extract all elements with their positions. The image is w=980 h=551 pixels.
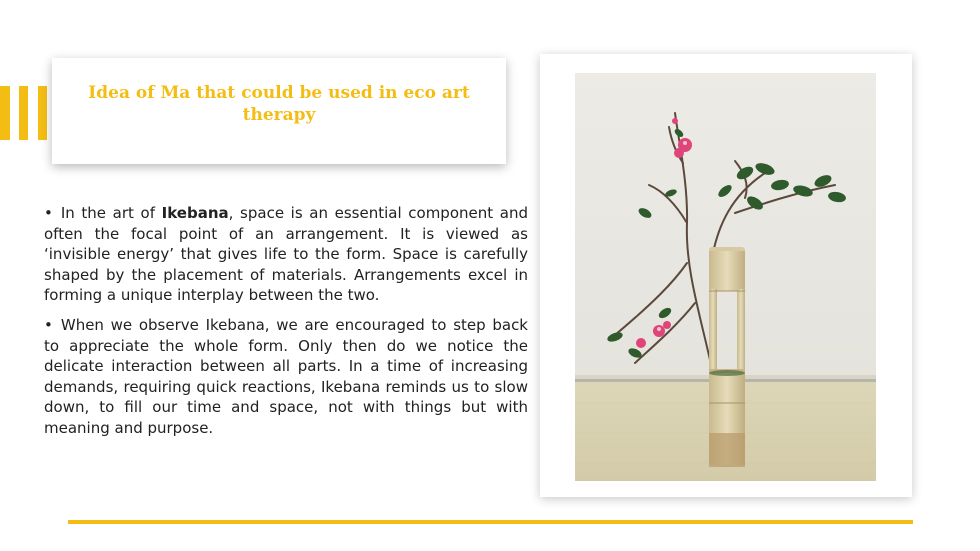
paragraph-text: In the art of <box>60 204 162 222</box>
accent-bar <box>38 86 47 140</box>
accent-bars <box>0 86 52 140</box>
bullet-icon: • <box>44 204 53 222</box>
photo-card <box>540 54 912 497</box>
ikebana-illustration <box>575 73 876 481</box>
paragraph-text: When we observe Ikebana, we are encouraged to step back to appreciate the whole form. Only then do we notice the delicate interaction between all parts. In a time of increasing demands, requiring quick reactions, Ikebana reminds us to slow down, to fill our time and space, not with things but with meaning and purpose. <box>44 315 528 437</box>
paragraph-text: , space is an essential component and often the focal point of an arrangement. It is viewed as ‘invisible energy’ that gives life to the form. Space is carefully shaped by the placement of materials. Arrangements excel in forming a unique interplay between the two. <box>44 204 528 305</box>
slide-title: Idea of Ma that could be used in eco art therapy <box>88 83 470 125</box>
accent-bar <box>0 86 10 140</box>
bullet-icon: • <box>44 315 53 334</box>
bullet-paragraph-1 <box>44 203 528 306</box>
ikebana-photo <box>575 73 876 481</box>
bullet-paragraph-2 <box>44 315 528 439</box>
bottom-divider <box>68 520 913 524</box>
title-card <box>52 58 506 164</box>
accent-bar <box>19 86 28 140</box>
ikebana-keyword: Ikebana <box>161 204 229 222</box>
body-text <box>44 203 528 448</box>
